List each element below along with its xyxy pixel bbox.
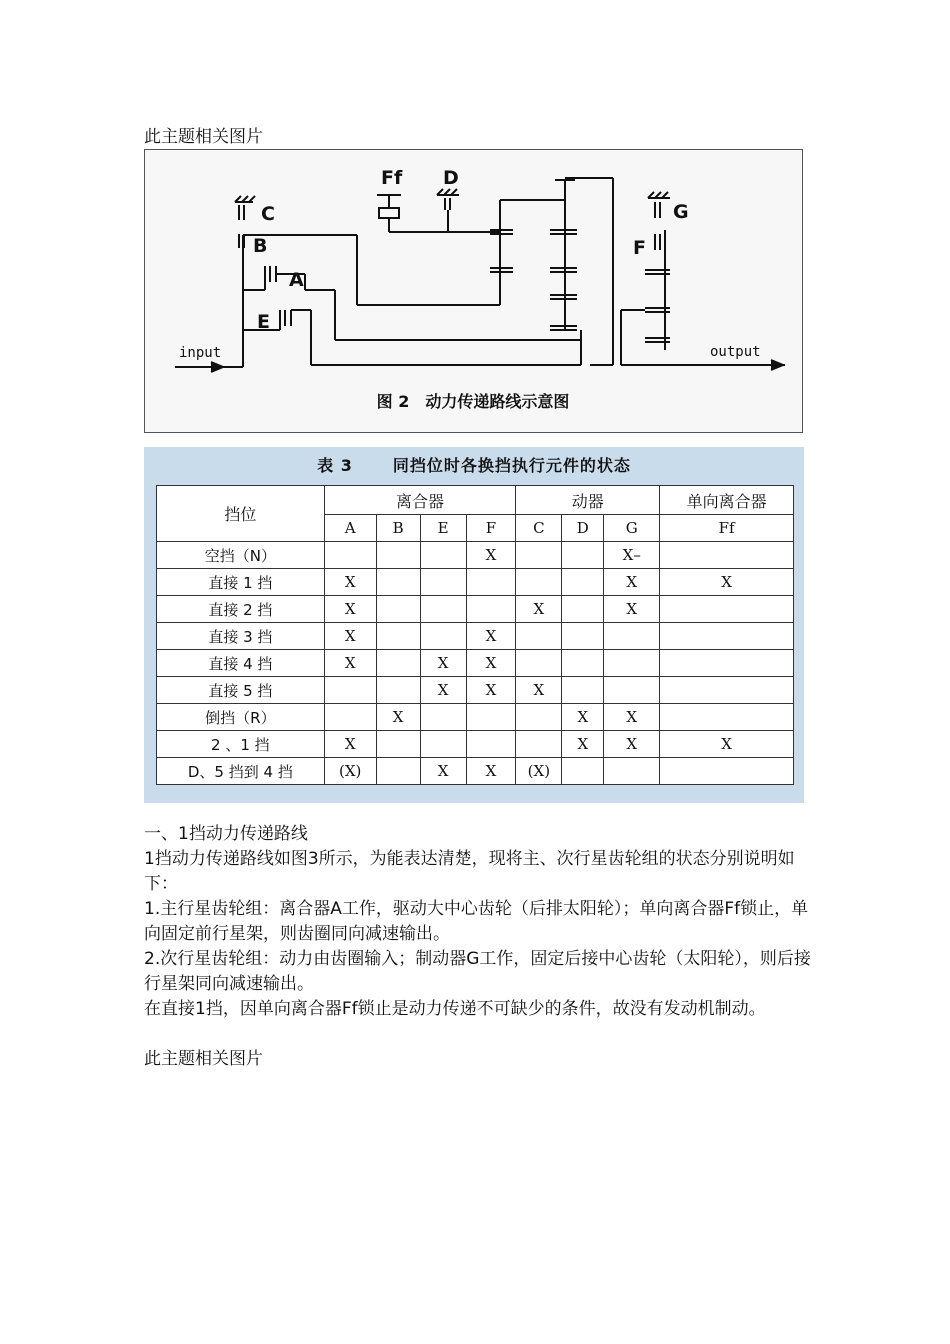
table-label: 表 3 [317,456,353,475]
state-cell [516,623,562,650]
label-f: F [633,237,646,259]
state-cell [516,569,562,596]
state-cell: X [324,731,376,758]
label-d: D [443,167,459,189]
label-ff: Ff [381,167,403,189]
table-title-text: 同挡位时各换挡执行元件的状态 [392,456,631,475]
label-g: G [673,201,689,223]
state-cell: X [420,677,466,704]
label-b: B [253,235,268,257]
table-row [157,731,794,758]
state-cell [466,569,516,596]
subheader-c: C [516,515,562,542]
table-body [157,542,794,785]
header-clutches: 离合器 [324,486,516,515]
state-cell [660,623,794,650]
state-cell: X [324,596,376,623]
state-cell [660,596,794,623]
top-image-caption: 此主题相关图片 [144,127,263,147]
state-cell [376,758,420,785]
subheader-f: F [466,515,516,542]
table-row [157,542,794,569]
state-cell [562,650,604,677]
state-cell: X [466,542,516,569]
header-one-way-clutch: 单向离合器 [660,486,794,515]
figure-caption: 图 2 动力传递路线示意图 [376,392,570,411]
gear-cell: 直接 2 挡 [157,596,325,623]
gear-cell: 2 、1 挡 [157,731,325,758]
state-cell [376,623,420,650]
state-cell: X [562,731,604,758]
table-row [157,650,794,677]
table-row [157,677,794,704]
state-cell [324,542,376,569]
state-cell: (X) [324,758,376,785]
state-cell [604,623,660,650]
state-cell [420,542,466,569]
state-cell [420,623,466,650]
subheader-a: A [324,515,376,542]
gear-cell: 倒挡（R） [157,704,325,731]
table-row [157,569,794,596]
state-cell [324,704,376,731]
state-cell [660,758,794,785]
state-cell [660,650,794,677]
state-cell: X [324,623,376,650]
state-cell: X [324,569,376,596]
state-cell [562,596,604,623]
table-row [157,758,794,785]
subheader-e: E [420,515,466,542]
state-cell [660,704,794,731]
power-flow-schematic [145,150,802,432]
state-cell [562,623,604,650]
state-cell: X [516,677,562,704]
state-cell: X [604,569,660,596]
state-cell: X [420,758,466,785]
state-cell [420,704,466,731]
subheader-g: G [604,515,660,542]
state-cell: X [604,704,660,731]
state-cell: X [376,704,420,731]
state-cell [420,569,466,596]
gear-cell: 空挡（N） [157,542,325,569]
state-cell [466,731,516,758]
gear-cell: D、5 挡到 4 挡 [157,758,325,785]
state-cell [466,704,516,731]
label-input: input [179,345,222,361]
state-cell: X [324,650,376,677]
bottom-image-caption: 此主题相关图片 [144,1049,263,1069]
state-cell [660,677,794,704]
state-cell: X [604,731,660,758]
label-output: output [710,344,761,360]
table-row [157,704,794,731]
state-cell [376,677,420,704]
subheader-b: B [376,515,420,542]
header-gear: 挡位 [157,486,325,542]
state-cell [376,650,420,677]
state-cell: X [466,650,516,677]
label-c: C [261,203,275,225]
table-row [157,596,794,623]
state-cell: X [516,596,562,623]
state-cell [604,650,660,677]
state-cell [660,542,794,569]
state-cell [376,731,420,758]
state-cell [604,677,660,704]
note-paragraph: 在直接1挡，因单向离合器Ff锁止是动力传递不可缺少的条件，故没有发动机制动。 [144,999,766,1019]
state-cell [376,542,420,569]
state-cell [516,704,562,731]
subheader-d: D [562,515,604,542]
gear-cell: 直接 1 挡 [157,569,325,596]
state-cell: X [562,704,604,731]
power-flow-diagram [144,149,803,433]
state-cell [562,542,604,569]
header-brakes: 动器 [516,486,660,515]
state-cell [324,677,376,704]
state-cell [604,758,660,785]
state-cell: X [466,758,516,785]
state-cell [376,569,420,596]
label-a: A [289,269,304,291]
state-cell: (X) [516,758,562,785]
state-cell [376,596,420,623]
state-cell [516,731,562,758]
state-cell [466,596,516,623]
item-1-paragraph: 1.主行星齿轮组：离合器A工作，驱动大中心齿轮（后排太阳轮）；单向离合器Ff锁止，单向固定前行星架，则齿圈同向减速输出。 [144,899,809,944]
gear-cell: 直接 4 挡 [157,650,325,677]
gear-state-table [156,485,794,785]
table-row [157,623,794,650]
state-cell: X [660,569,794,596]
state-cell [562,758,604,785]
intro-paragraph: 1挡动力传递路线如图3所示，为能表达清楚，现将主、次行星齿轮组的状态分别说明如下： [144,849,795,894]
state-cell: X [420,650,466,677]
subheader-ff: Ff [660,515,794,542]
state-cell [562,677,604,704]
state-cell: X [660,731,794,758]
state-cell: X [466,677,516,704]
state-cell [516,542,562,569]
label-e: E [257,311,270,333]
state-cell [562,569,604,596]
section-heading: 一、1挡动力传递路线 [144,824,308,844]
state-cell: X [466,623,516,650]
gear-state-table-panel [144,447,804,803]
gear-cell: 直接 5 挡 [157,677,325,704]
item-2-paragraph: 2.次行星齿轮组：动力由齿圈输入；制动器G工作，固定后接中心齿轮（太阳轮），则后接行星架同向减速输出。 [144,949,811,994]
state-cell [420,731,466,758]
state-cell: X [604,596,660,623]
state-cell [516,650,562,677]
gear-cell: 直接 3 挡 [157,623,325,650]
table-title [144,453,804,476]
state-cell [420,596,466,623]
state-cell: X– [604,542,660,569]
